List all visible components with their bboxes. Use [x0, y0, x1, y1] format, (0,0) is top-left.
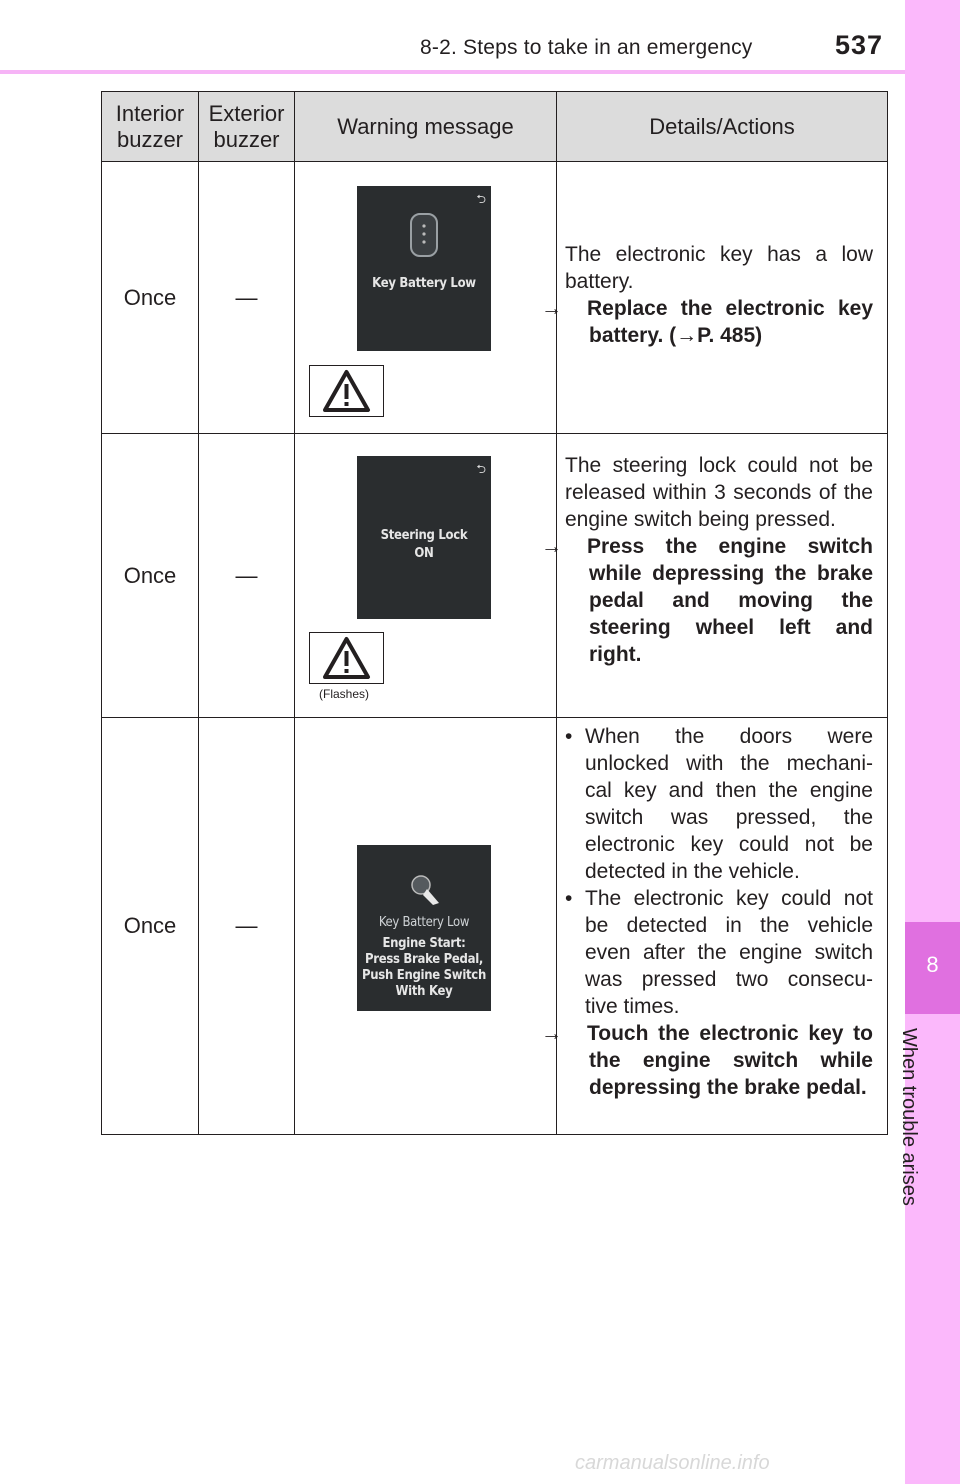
details-text: The electronic key has a low battery. [565, 243, 873, 293]
bullet-line: be detected in the vehicle [585, 914, 873, 937]
screen-line-5: With Key [395, 984, 453, 999]
action-main: Replace the electronic key battery. ( [587, 297, 873, 347]
back-arrow-icon: ⮌ [476, 192, 486, 206]
header-warning-message: Warning message [295, 92, 557, 162]
warning-message-cell [295, 434, 557, 718]
table-row [102, 718, 888, 1135]
chapter-side-tab [905, 0, 960, 1484]
arrow-icon: → [541, 535, 562, 558]
exterior-buzzer-cell: — [199, 718, 295, 1135]
bullet-icon: • [565, 887, 573, 910]
warning-triangle-icon [310, 366, 383, 416]
exterior-buzzer-cell: — [199, 162, 295, 434]
details-cell [541, 718, 888, 1135]
header-details-actions: Details/Actions [557, 92, 888, 162]
section-title: 8-2. Steps to take in an emergency [420, 36, 753, 59]
screen-line-2: Engine Start: [382, 936, 466, 951]
warning-message-cell [295, 162, 557, 434]
page-number: 537 [835, 30, 884, 60]
arrow-icon: → [541, 1022, 562, 1045]
bullet-line: was pressed two consecu- [585, 968, 873, 991]
arrow-icon: → [541, 297, 562, 320]
bullet-line: electronic key could not be [585, 833, 873, 856]
bullet-line: detected in the vehicle. [585, 860, 800, 883]
bullet-line: unlocked with the mechani- [585, 752, 873, 775]
arrow-ref-icon: → [676, 324, 698, 347]
table-row [102, 162, 888, 434]
warning-triangle-icon [310, 633, 383, 683]
screen-message-line1: Steering Lock [380, 528, 468, 543]
bullet-first-line-wrap [565, 723, 873, 750]
smart-key-icon [408, 212, 440, 258]
details-text: The steering lock could not be released within 3 seconds of the engine switch being pressed. [565, 454, 873, 531]
details-cell [541, 434, 888, 718]
interior-buzzer-cell: Once [102, 162, 199, 434]
page-reference: P. 485) [697, 324, 763, 347]
screen-message-line2: ON [414, 546, 434, 561]
display-screen-engine-start [357, 845, 491, 1011]
chapter-title-text: When trouble arises [898, 1028, 920, 1206]
header-exterior-buzzer [199, 92, 295, 162]
warning-table [101, 91, 888, 1135]
display-screen-steering-lock [357, 456, 491, 619]
interior-buzzer-cell: Once [102, 718, 199, 1135]
screen-message: Key Battery Low [372, 276, 476, 291]
action-text [541, 533, 873, 668]
action-text [541, 1020, 873, 1101]
bullet-first-line-wrap [565, 885, 873, 912]
back-arrow-icon: ⮌ [476, 462, 486, 476]
interior-buzzer-cell: Once [102, 434, 199, 718]
flashes-note: (Flashes) [319, 687, 370, 701]
bullet-item [565, 723, 873, 885]
bullet-line: switch was pressed, the [585, 806, 873, 829]
header-interior-line2: buzzer [116, 126, 184, 152]
bullet-line: The electronic key could not [585, 887, 873, 910]
key-touch-icon [409, 873, 445, 909]
action-main: Touch the electronic key to the engine switch while depressing the brake pedal. [587, 1022, 873, 1099]
screen-line-1: Key Battery Low [378, 915, 470, 930]
exterior-buzzer-cell: — [199, 434, 295, 718]
chapter-number: 8 [926, 952, 939, 977]
watermark: carmanualsonline.info [575, 1452, 770, 1474]
screen-line-4: Push Engine Switch [362, 968, 486, 983]
header-interior-line1: Interior [115, 100, 185, 126]
header-interior-buzzer [102, 92, 199, 162]
bullet-item [565, 885, 873, 1020]
header-exterior-line1: Exterior [208, 100, 285, 126]
bullet-line: cal key and then the engine [585, 779, 873, 802]
action-text [541, 295, 873, 349]
action-main: Press the engine switch while depressing the brake pedal and moving the steering wheel left and right. [587, 535, 873, 666]
warning-message-cell [295, 718, 557, 1135]
header-rule [0, 70, 905, 74]
bullet-line: even after the engine switch [585, 941, 873, 964]
master-warning-light [309, 365, 384, 417]
details-cell [541, 162, 888, 434]
bullet-line: When the doors were [585, 725, 873, 748]
display-screen-key-battery [357, 186, 491, 351]
master-warning-light [309, 632, 384, 684]
bullet-icon: • [565, 725, 573, 748]
header-exterior-line2: buzzer [213, 126, 280, 152]
screen-line-3: Press Brake Pedal, [364, 952, 484, 967]
table-row [102, 434, 888, 718]
table-header-row [102, 92, 888, 162]
chapter-title [898, 1028, 952, 1228]
bullet-line: tive times. [585, 995, 680, 1018]
